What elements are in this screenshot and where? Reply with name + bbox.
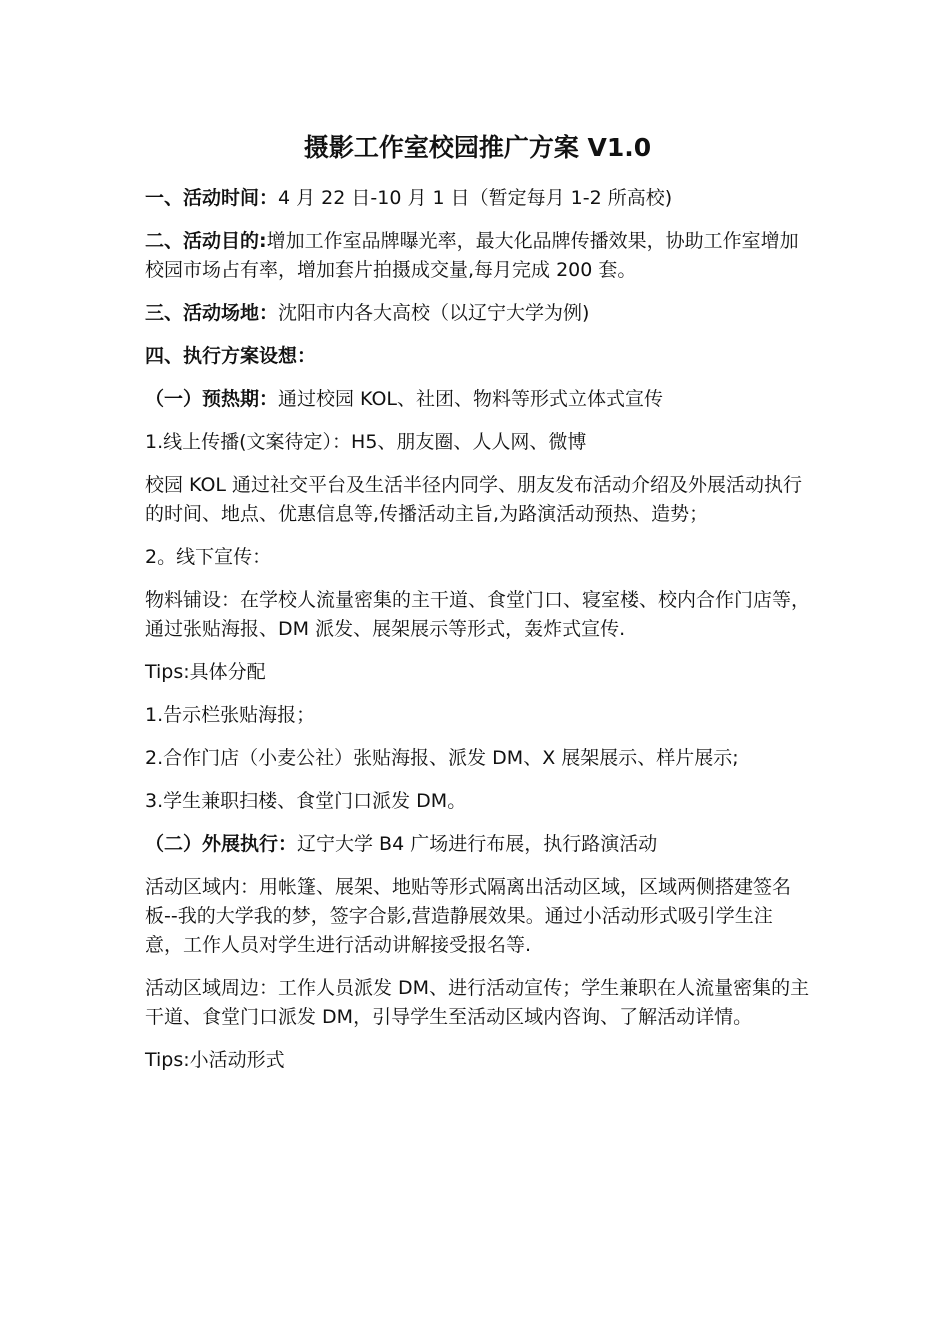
tips-small-activity-title: Tips:小活动形式	[145, 1049, 285, 1071]
execution-plan-heading: 四、执行方案设想：	[145, 345, 317, 367]
tips-item: 1.告示栏张贴海报；	[145, 704, 316, 726]
phase1-text: 通过校园 KOL、社团、物料等形式立体式宣传	[278, 388, 664, 410]
offline-promotion-text: 物料铺设：在学校人流量密集的主干道、食堂门口、寝室楼、校内合作门店等，通过张贴海报、DM 派发、展架展示等形式，轰炸式宣传.	[145, 589, 811, 640]
activity-venue-paragraph	[145, 299, 810, 328]
activity-goal-label: 二、活动目的:	[145, 230, 267, 252]
activity-area-inside-text: 活动区域内：用帐篷、展架、地贴等形式隔离出活动区域，区域两侧搭建签名板--我的大学我的梦，签字合影,营造静展效果。通过小活动形式吸引学生注意，工作人员对学生进行活动讲解接受报名等.	[145, 876, 792, 956]
activity-time-text: 4 月 22 日-10 月 1 日（暂定每月 1-2 所高校)	[278, 187, 673, 209]
activity-area-around-text: 活动区域周边：工作人员派发 DM、进行活动宣传；学生兼职在人流量密集的主干道、食堂门口派发 DM，引导学生至活动区域内咨询、了解活动详情。	[145, 977, 810, 1028]
activity-venue-label: 三、活动场地：	[145, 302, 279, 324]
online-promotion-text: 校园 KOL 通过社交平台及生活半径内同学、朋友发布活动介绍及外展活动执行的时间、地点、优惠信息等,传播活动主旨,为路演活动预热、造势；	[145, 474, 803, 525]
activity-goal-text: 增加工作室品牌曝光率，最大化品牌传播效果，协助工作室增加校园市场占有率，增加套片拍摄成交量,每月完成 200 套。	[145, 230, 799, 281]
phase1-label: （一）预热期：	[145, 388, 279, 410]
tips-distribution-title: Tips:具体分配	[145, 661, 266, 683]
offline-promotion-title: 2。线下宣传：	[145, 546, 272, 568]
document-body	[145, 128, 810, 1089]
phase2-heading-paragraph	[145, 830, 810, 859]
tips-item: 2.合作门店（小麦公社）张贴海报、派发 DM、X 展架展示、样片展示;	[145, 747, 739, 769]
document-title: 摄影工作室校园推广方案 V1.0	[303, 133, 652, 162]
online-promotion-title: 1.线上传播(文案待定）：H5、朋友圈、人人网、微博	[145, 431, 587, 453]
phase1-heading-paragraph	[145, 385, 810, 414]
activity-time-label: 一、活动时间：	[145, 187, 279, 209]
activity-time-paragraph	[145, 184, 810, 213]
activity-venue-text: 沈阳市内各大高校（以辽宁大学为例)	[278, 302, 590, 324]
phase2-label: （二）外展执行：	[145, 833, 298, 855]
activity-goal-paragraph	[145, 227, 810, 285]
phase2-text: 辽宁大学 B4 广场进行布展，执行路演活动	[297, 833, 658, 855]
tips-item: 3.学生兼职扫楼、食堂门口派发 DM。	[145, 790, 467, 812]
